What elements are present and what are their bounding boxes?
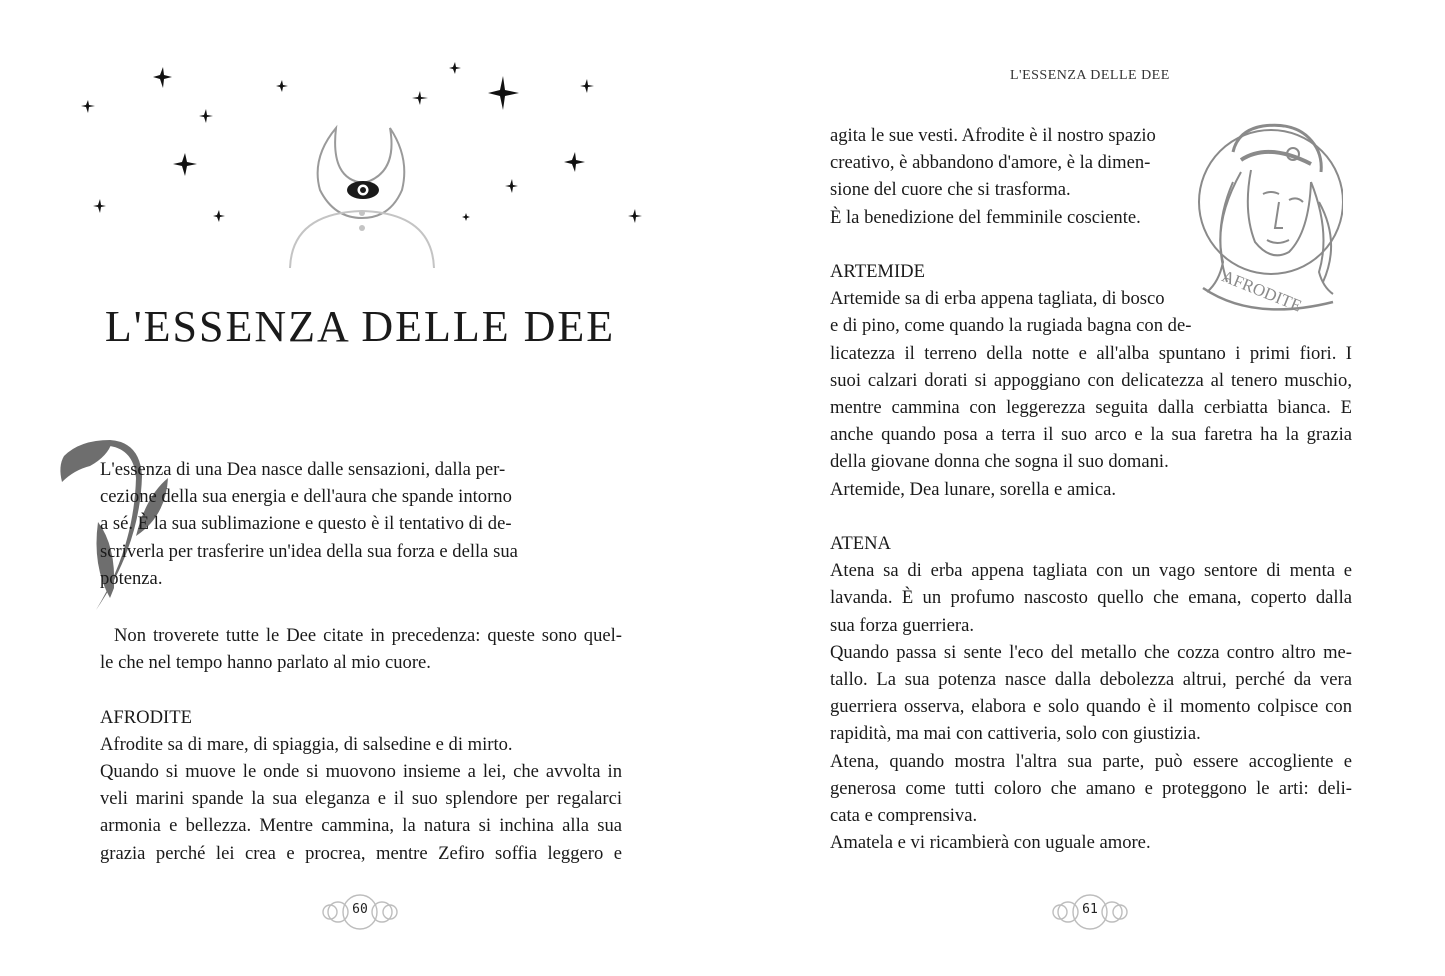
spacer [100,676,622,703]
page-number-ornament [1040,893,1140,931]
text-line: Atena sa di erba appena tagliata con un vago sentore di menta e [830,560,1352,582]
text-line: cezione della sua energia e dell'aura che spande intorno [100,486,512,508]
text-line: Afrodite sa di mare, di spiaggia, di salsedine e di mirto. [100,733,513,755]
text-line: veli marini spande la sua eleganza e il suo splendore per regalarci [100,788,622,810]
chapter-title: L'ESSENZA DELLE DEE [104,302,616,352]
spacer [830,503,1352,530]
text-line: generosa come tutti coloro che amano e proteggono le arti: deli- [830,777,1352,799]
text-line: lavanda. È un profumo nascosto quello che emana, coperto dalla [830,587,1352,609]
text-line: suoi calzari dorati si appoggiano con delicatezza al tenero muschio, [830,369,1352,391]
text-line: e di pino, come quando la rugiada bagna con de- [830,315,1192,337]
text-line: È la benedizione del femminile cosciente. [830,206,1141,228]
text-line: Quando passa si sente l'eco del metallo che cozza contro altro me- [830,641,1352,663]
text-line: della giovane donna che sogna il suo domani. [830,451,1169,473]
page-number: 60 [352,902,368,917]
text-line: licatezza il terreno della notte e all'alba spuntano i primi fiori. I [830,342,1352,364]
text-line: Quando si muove le onde si muovono insieme a lei, che avvolta in [100,761,622,783]
text-line: anche quando posa a terra il suo arco e la sua faretra ha la grazia [830,424,1352,446]
text-line: creativo, è abbandono d'amore, è la dimen- [830,152,1151,174]
text-line: cata e comprensiva. [830,805,978,827]
text-line: Amatela e vi ricambierà con uguale amore. [830,832,1151,854]
text-line: armonia e bellezza. Mentre cammina, la natura si inchina alla sua [100,815,622,837]
text-line: a sé. È la sua sublimazione e questo è il tentativo di de- [100,513,512,535]
crescent-moon-eye-icon [286,118,436,268]
page-number: 61 [1082,902,1098,917]
text-line: mentre cammina con leggerezza seguita dalla cerbiatta bianca. E [830,397,1352,419]
text-line: tallo. La sua potenza nasce dalla debolezza altrui, perché da vera [830,669,1352,691]
text-line: scriverla per trasferire un'idea della sua forza e della sua [100,540,518,562]
page-number-ornament [310,893,410,931]
text-line: Non troverete tutte le Dee citate in precedenza: queste sono quel- [114,625,622,646]
portrait-caption: AFRODITE [1219,266,1305,316]
text-line: Artemide, Dea lunare, sorella e amica. [830,478,1116,500]
right-body [830,122,1352,856]
text-line: Atena, quando mostra l'altra sua parte, può essere accogliente e [830,750,1352,772]
text-line: rapidità, ma mai con cattiveria, solo con giustizia. [830,723,1201,745]
left-body [100,622,622,867]
section-heading-afrodite: AFRODITE [100,706,192,728]
text-line: agita le sue vesti. Afrodite è il nostro spazio [830,125,1156,146]
half-circle-icon [290,211,434,268]
text-line: potenza. [100,567,163,589]
intro-paragraph [100,456,622,592]
left-page [0,0,722,976]
text-line: Artemide sa di erba appena tagliata, di bosco [830,288,1165,310]
running-head: L'ESSENZA DELLE DEE [1010,68,1170,83]
text-line: guerriera osserva, elabora e solo quando è il momento colpisce con [830,696,1352,718]
spacer [830,231,1352,258]
text-line: L'essenza di una Dea nasce dalle sensazioni, dalla per- [100,459,506,480]
text-line: le che nel tempo hanno parlato al mio cuore. [100,652,431,674]
section-heading-atena: ATENA [830,533,891,555]
text-line: sua forza guerriera. [830,614,975,636]
text-line: grazia perché lei crea e procrea, mentre Zefiro soffia leggero e [100,842,622,864]
section-heading-artemide: ARTEMIDE [830,261,925,283]
text-line: sione del cuore che si trasforma. [830,179,1071,201]
